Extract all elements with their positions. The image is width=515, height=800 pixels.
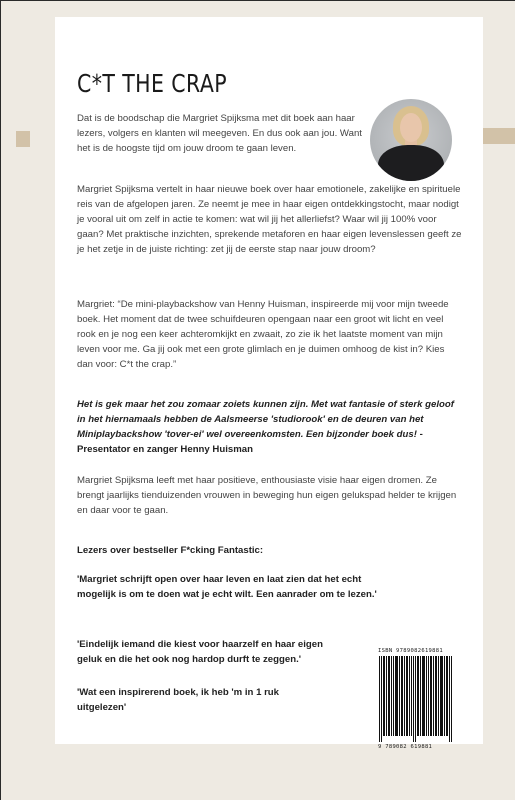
- intro-paragraph: Dat is de boodschap die Margriet Spijksma met dit boek aan haar lezers, volgers en klanten wil meegeven. En dus ook aan jou. Want het is de hoogste tijd om jouw droom te gaan leven.: [77, 113, 362, 154]
- book-title: C*T THE CRAP: [77, 69, 228, 98]
- crop-line-left: [0, 0, 1, 800]
- text-panel: [55, 17, 483, 750]
- accent-band-left: [16, 131, 30, 147]
- crop-line-top: [0, 0, 515, 1]
- isbn-number: 9 789082 619881: [378, 744, 433, 750]
- author-face: [400, 113, 422, 142]
- description-paragraph: Margriet Spijksma vertelt in haar nieuwe boek over haar emotionele, zakelijke en spirituele reis van de afgelopen jaren. Ze neemt je mee in haar eigen ontdekkingstocht, maar nodigt je vooral uit om zelf in actie te komen: wat wil jij het allerliefst? Waar wil jij 100% voor gaan? Met praktische inzichten, sprekende metaforen en haar eigen levenslessen geeft ze je het zetje in de juiste richting: zet jij de eerste stap naar jouw droom?: [77, 184, 462, 255]
- barcode-bars: [378, 656, 454, 742]
- margriet-quote-paragraph: Margriet: “De mini-playbackshow van Henny Huisman, inspireerde mij voor mijn tweede boek. Het moment dat de twee schuifdeuren opengaan naar een groot wit licht en veel rook en je nog een keer achteromkijkt en zwaait, zo zie ik het laatste moment van mijn leven voor me. Ga jij ook met een grote glimlach en je duimen omhoog de kist in? Kies dan voor: C*t the crap.”: [77, 299, 449, 370]
- isbn-barcode: [378, 648, 454, 750]
- review-1: 'Margriet schrijft open over haar leven en laat zien dat het echt mogelijk is om te doen wat je echt wilt. Een aanrader om te lezen.': [77, 574, 377, 600]
- readers-heading: Lezers over bestseller F*cking Fantastic:: [77, 545, 264, 556]
- henny-huisman-quote: [77, 397, 462, 457]
- isbn-label: ISBN 9789082619881: [378, 648, 444, 654]
- quote-text: Het is gek maar het zou zomaar zoiets kunnen zijn. Met wat fantasie of sterk geloof in het hiernamaals hebben de Aalsmeerse 'studiorook' en de deuren van het Miniplaybackshow 'tover-ei' wel overeenkomsten. Een bijzonder boek dus!: [77, 399, 454, 440]
- review-3: 'Wat een inspirerend boek, ik heb 'm in 1 ruk uitgelezen': [77, 687, 279, 713]
- author-bio-paragraph: Margriet Spijksma leeft met haar positieve, enthousiaste visie haar eigen dromen. Ze brengt jaarlijks tienduizenden vrouwen in beweging hun eigen gelukspad helder te krijgen en daar voor te gaan.: [77, 475, 457, 516]
- quote-attribution: - Presentator en zanger Henny Huisman: [77, 429, 423, 455]
- accent-band-right: [483, 128, 515, 144]
- author-body: [378, 145, 444, 181]
- review-2: 'Eindelijk iemand die kiest voor haarzelf en haar eigen geluk en die het ook nog hardop durft te zeggen.': [77, 639, 323, 665]
- author-photo: [370, 99, 452, 181]
